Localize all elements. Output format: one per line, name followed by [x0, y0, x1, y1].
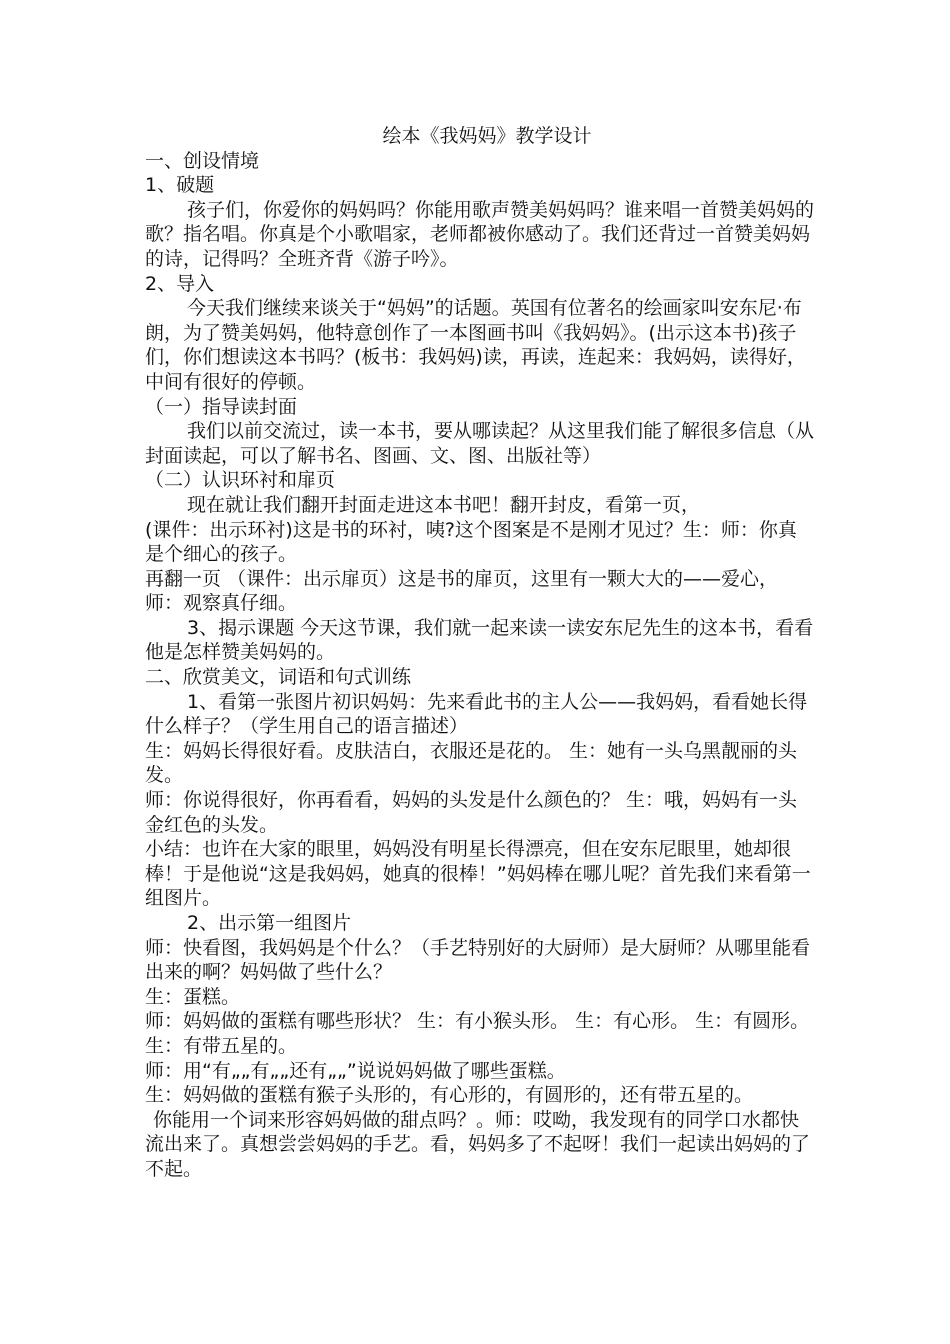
paragraph-student-cake: 生：蛋糕。 [145, 985, 241, 1008]
paragraph-cover: 我们以前交流过，读一本书，要从哪读起？从这里我们能了解很多信息（从封面读起，可以了解书名、图画、文、图、出版社等） [145, 420, 815, 467]
paragraph-sentence-pattern: 师：用“有„„有„„还有„„”说说妈妈做了哪些蛋糕。 [145, 1059, 566, 1082]
paragraph-endpaper: (课件：出示环衬)这是书的环衬，咦?这个图案是不是刚才见过？生：师：你真是个细心的孩子。 [145, 518, 797, 566]
paragraph-teacher-hair: 师：你说得很好，你再看看，妈妈的头发是什么颜色的？ 生：哦，妈妈有一头金红色的头发。 [145, 789, 798, 836]
subsection-heading-cover: （一）指导读封面 [145, 395, 298, 418]
document-body [145, 124, 815, 1182]
paragraph-poti: 孩子们，你爱你的妈妈吗？你能用歌声赞美妈妈吗？谁来唱一首赞美妈妈的歌？指名唱。你真是个小歌唱家，老师都被你感动了。我们还背过一首赞美妈妈的诗，记得吗？全班齐背《游子吟》。 [145, 198, 815, 270]
document-title: 绘本《我妈妈》教学设计 [382, 125, 592, 147]
paragraph-first-picture: 1、看第一张图片初识妈妈：先来看此书的主人公——我妈妈，看看她长得什么样子？（学生用自己的语言描述） [145, 690, 808, 738]
paragraph-reveal-title: 3、揭示课题 今天这节课，我们就一起来读一读安东尼先生的这本书，看看他是怎样赞美妈妈的。 [145, 616, 814, 664]
paragraph-title-page: 再翻一页 （课件：出示扉页）这是书的扉页，这里有一颗大大的——爱心，师：观察真仔细。 [145, 567, 779, 615]
paragraph-describe-dessert: 你能用一个词来形容妈妈做的甜点吗？。师：哎呦，我发现有的同学口水都快流出来了。真想尝尝妈妈的手艺。看，妈妈多了不起呀！我们一起读出妈妈的了不起。 [145, 1108, 811, 1180]
subsection-heading-daoru: 2、导入 [145, 272, 215, 295]
paragraph-daoru: 今天我们继续来谈关于“妈妈”的话题。英国有位著名的绘画家叫安东尼·布朗，为了赞美妈妈，他特意创作了一本图画书叫《我妈妈》。(出示这本书)孩子们，你们想读这本书吗？(板书：我妈妈)读，再读，连起来：我妈妈，读得好，中间有很好的停顿。 [145, 297, 806, 393]
subsection-heading-poti: 1、破题 [145, 174, 215, 197]
section-heading-1: 一、创设情境 [145, 149, 260, 172]
paragraph-student-answer-1: 生：妈妈长得很好看。皮肤洁白，衣服还是花的。 生：她有一头乌黑靓丽的头发。 [145, 739, 798, 787]
section-heading-2: 二、欣赏美文，词语和句式训练 [145, 666, 412, 689]
subsection-heading-endpapers: （二）认识环衬和扉页 [145, 469, 336, 492]
paragraph-student-cakes: 生：妈妈做的蛋糕有猴子头形的，有心形的，有圆形的，还有带五星的。 [145, 1084, 754, 1107]
paragraph-first-group: 2、出示第一组图片 [187, 912, 352, 934]
paragraph-teacher-chef: 师：快看图，我妈妈是个什么？（手艺特别好的大厨师）是大厨师？从哪里能看出来的啊？妈妈做了些什么？ [145, 936, 811, 984]
paragraph-cake-shapes: 师：妈妈做的蛋糕有哪些形状？ 生：有小猴头形。 生：有心形。 生：有圆形。 [145, 1010, 810, 1033]
paragraph-star-cake: 生：有带五星的。 [145, 1034, 298, 1057]
paragraph-open-cover: 现在就让我们翻开封面走进这本书吧！翻开封皮，看第一页， [187, 493, 701, 516]
paragraph-summary: 小结：也许在大家的眼里，妈妈没有明星长得漂亮，但在安东尼眼里，她却很棒！于是他说“这是我妈妈，她真的很棒！”妈妈棒在哪儿呢？首先我们来看第一组图片。 [145, 838, 811, 910]
